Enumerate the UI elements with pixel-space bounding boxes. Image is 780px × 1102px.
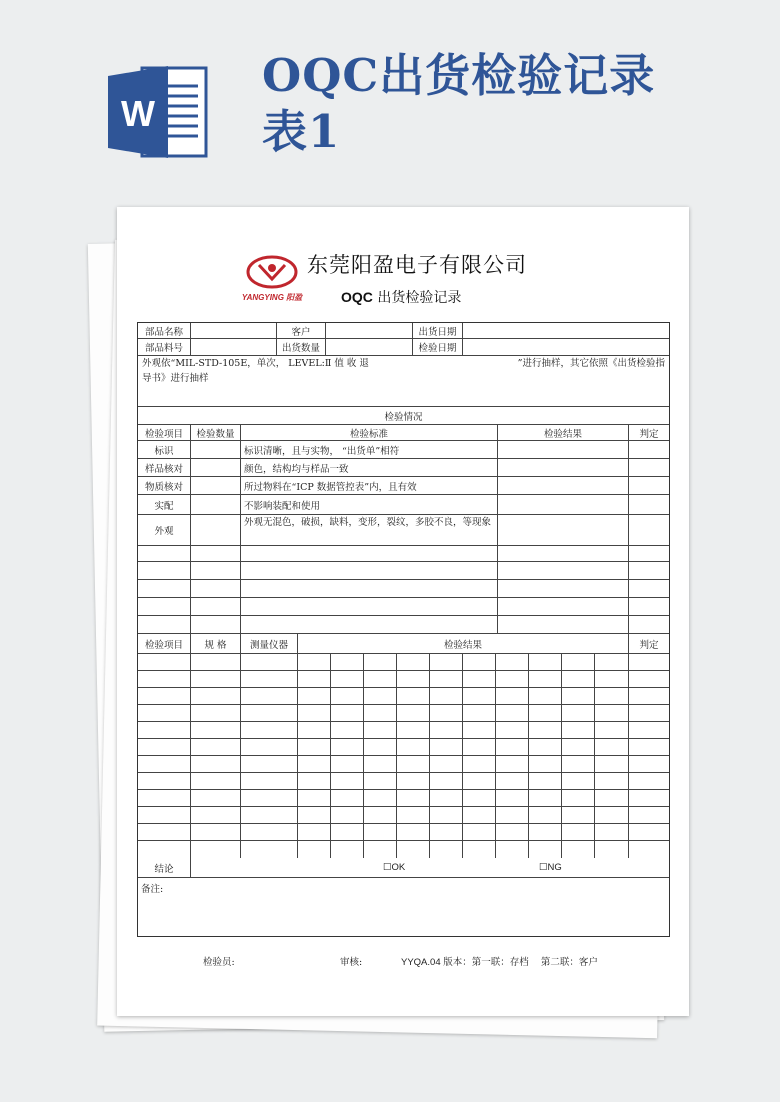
blank-cell[interactable] xyxy=(191,562,241,579)
result-cell[interactable] xyxy=(595,807,629,823)
blank-cell[interactable] xyxy=(629,562,669,579)
measurement-row xyxy=(138,841,669,858)
blank-cell[interactable] xyxy=(241,616,498,633)
result-cell[interactable] xyxy=(298,790,331,806)
sampling-row xyxy=(138,356,669,407)
result-cell[interactable] xyxy=(529,688,562,704)
result-cell[interactable] xyxy=(298,688,331,704)
result-cell[interactable] xyxy=(298,756,331,772)
result-cell[interactable] xyxy=(463,807,496,823)
measurement-cell[interactable] xyxy=(191,807,241,823)
measurement-cell[interactable] xyxy=(138,671,191,687)
result-cell[interactable] xyxy=(364,790,397,806)
info-row xyxy=(138,323,669,339)
result-cell[interactable] xyxy=(496,807,529,823)
judgment-cell[interactable] xyxy=(629,790,669,806)
remarks-label: 备注: xyxy=(141,884,164,895)
info-label: 出货数量 xyxy=(277,339,326,355)
info-label: 客户 xyxy=(277,323,326,338)
result-cell[interactable] xyxy=(562,671,595,687)
inspection-result-cell[interactable] xyxy=(498,495,629,514)
result-cell[interactable] xyxy=(496,722,529,738)
result-cell[interactable] xyxy=(562,807,595,823)
result-cell[interactable] xyxy=(496,790,529,806)
document-sheet xyxy=(117,207,689,1016)
result-cell[interactable] xyxy=(529,841,562,858)
result-cell[interactable] xyxy=(430,824,463,840)
measurement-cell[interactable] xyxy=(241,824,298,840)
result-cell[interactable] xyxy=(430,739,463,755)
inspection-result-cell[interactable] xyxy=(498,459,629,476)
measurement-cell[interactable] xyxy=(241,807,298,823)
result-cell[interactable] xyxy=(331,824,364,840)
measurement-cell[interactable] xyxy=(241,790,298,806)
result-cell[interactable] xyxy=(397,756,430,772)
result-cell[interactable] xyxy=(397,671,430,687)
column-header: 判定 xyxy=(639,428,659,440)
result-cell[interactable] xyxy=(430,807,463,823)
section-title-row xyxy=(138,407,669,425)
column-header: 检验标准 xyxy=(241,425,498,440)
result-cell[interactable] xyxy=(298,739,331,755)
info-label: 部品名称 xyxy=(138,323,191,338)
inspection-quantity-cell[interactable] xyxy=(191,477,241,494)
result-cell[interactable] xyxy=(331,671,364,687)
measurement-cell[interactable] xyxy=(191,688,241,704)
inspection-header-row xyxy=(138,425,669,441)
result-cell[interactable] xyxy=(595,722,629,738)
result-cell[interactable] xyxy=(529,739,562,755)
result-cell[interactable] xyxy=(463,671,496,687)
result-cell[interactable] xyxy=(331,654,364,670)
inspection-result-cell[interactable] xyxy=(498,515,629,545)
sampling-line-3: 导书》进行抽样 xyxy=(142,373,209,384)
result-cell[interactable] xyxy=(364,705,397,721)
result-cell[interactable] xyxy=(529,790,562,806)
result-cell[interactable] xyxy=(595,790,629,806)
blank-cell[interactable] xyxy=(241,580,498,597)
result-cell[interactable] xyxy=(397,705,430,721)
result-cell[interactable] xyxy=(595,654,629,670)
column-header: 判定 xyxy=(639,640,659,651)
judgment-cell[interactable] xyxy=(629,671,669,687)
measurement-cell[interactable] xyxy=(191,756,241,772)
result-cell[interactable] xyxy=(397,773,430,789)
conclusion-row xyxy=(138,858,669,878)
blank-cell[interactable] xyxy=(138,580,191,597)
result-cell[interactable] xyxy=(430,705,463,721)
column-header: 规 格 xyxy=(191,634,241,653)
result-cell[interactable] xyxy=(562,790,595,806)
blank-cell[interactable] xyxy=(241,598,498,615)
company-name: 东莞阳盈电子有限公司 xyxy=(307,253,527,277)
measurement-cell[interactable] xyxy=(138,722,191,738)
sampling-text xyxy=(138,356,669,406)
blank-cell[interactable] xyxy=(629,598,669,615)
result-cell[interactable] xyxy=(562,841,595,858)
result-cell[interactable] xyxy=(595,705,629,721)
result-cell[interactable] xyxy=(463,756,496,772)
inspection-result-cell[interactable] xyxy=(498,477,629,494)
result-cell[interactable] xyxy=(331,688,364,704)
result-cell[interactable] xyxy=(364,671,397,687)
inspection-row xyxy=(138,459,669,477)
inspection-row xyxy=(138,495,669,515)
result-cell[interactable] xyxy=(496,824,529,840)
result-cell[interactable] xyxy=(496,739,529,755)
form-title xyxy=(341,287,461,307)
blank-cell[interactable] xyxy=(241,562,498,579)
measurement-cell[interactable] xyxy=(138,773,191,789)
inspection-item: 物质核对 xyxy=(138,477,191,494)
column-header: 检验项目 xyxy=(138,634,191,653)
blank-cell[interactable] xyxy=(629,580,669,597)
result-cell[interactable] xyxy=(463,705,496,721)
result-cell[interactable] xyxy=(331,756,364,772)
result-cell[interactable] xyxy=(364,807,397,823)
judgment-cell[interactable] xyxy=(629,739,669,755)
measurement-cell[interactable] xyxy=(191,705,241,721)
result-cell[interactable] xyxy=(595,671,629,687)
column-header: 检验项目 xyxy=(138,425,191,440)
result-cell[interactable] xyxy=(562,705,595,721)
measurement-header-row xyxy=(138,634,669,654)
judgment-cell[interactable] xyxy=(629,705,669,721)
result-cell[interactable] xyxy=(397,790,430,806)
result-cell[interactable] xyxy=(397,654,430,670)
info-label: 检验日期 xyxy=(413,339,463,355)
info-row xyxy=(138,339,669,356)
blank-cell[interactable] xyxy=(191,546,241,561)
inspection-quantity-cell[interactable] xyxy=(191,441,241,458)
judgment-cell[interactable] xyxy=(629,756,669,772)
result-cell[interactable] xyxy=(298,705,331,721)
result-cell[interactable] xyxy=(331,807,364,823)
inspection-standard: 颜色，结构均与样品一致 xyxy=(241,459,498,476)
measurement-cell[interactable] xyxy=(138,756,191,772)
measurement-cell[interactable] xyxy=(241,671,298,687)
result-cell[interactable] xyxy=(562,722,595,738)
measurement-cell[interactable] xyxy=(138,807,191,823)
inspection-form-table xyxy=(137,322,670,937)
ng-checkbox[interactable]: ☐NG xyxy=(539,862,562,873)
result-cell[interactable] xyxy=(496,654,529,670)
blank-cell[interactable] xyxy=(191,616,241,633)
result-cell[interactable] xyxy=(529,807,562,823)
result-cell[interactable] xyxy=(298,671,331,687)
blank-cell[interactable] xyxy=(138,546,191,561)
blank-cell[interactable] xyxy=(498,546,629,561)
inspection-standard: 所过物料在“ICP 数据管控表”内，且有效 xyxy=(241,477,498,494)
result-cell[interactable] xyxy=(364,654,397,670)
judgment-cell[interactable] xyxy=(629,477,669,494)
form-title-cn: 出货检验记录 xyxy=(372,290,462,306)
measurement-cell[interactable] xyxy=(138,824,191,840)
inspection-item: 标识 xyxy=(138,441,191,458)
inspection-standard: 外观无混色，破损，缺料，变形，裂纹，多胶不良，等现象 xyxy=(241,515,498,545)
conclusion-label: 结论 xyxy=(138,858,191,877)
blank-cell[interactable] xyxy=(629,616,669,633)
measurement-row xyxy=(138,739,669,756)
result-cell[interactable] xyxy=(463,824,496,840)
result-cell[interactable] xyxy=(298,773,331,789)
blank-cell[interactable] xyxy=(138,616,191,633)
judgment-cell[interactable] xyxy=(629,515,669,545)
blank-cell[interactable] xyxy=(191,598,241,615)
conclusion-options xyxy=(191,858,669,877)
inspection-item: 实配 xyxy=(138,495,191,514)
result-cell[interactable] xyxy=(430,841,463,858)
blank-cell[interactable] xyxy=(498,598,629,615)
column-header: 检验结果 xyxy=(298,634,629,653)
svg-text:W: W xyxy=(121,93,155,134)
inspection-row xyxy=(138,441,669,459)
measurement-row xyxy=(138,756,669,773)
result-cell[interactable] xyxy=(364,824,397,840)
customer-value[interactable] xyxy=(326,323,413,338)
measurement-cell[interactable] xyxy=(191,671,241,687)
result-cell[interactable] xyxy=(529,654,562,670)
result-cell[interactable] xyxy=(496,705,529,721)
inspection-quantity-cell[interactable] xyxy=(191,515,241,545)
measurement-row xyxy=(138,790,669,807)
measurement-rows xyxy=(138,654,669,858)
measurement-row xyxy=(138,722,669,739)
inspection-quantity-cell[interactable] xyxy=(191,459,241,476)
blank-inspection-row xyxy=(138,546,669,562)
result-cell[interactable] xyxy=(298,654,331,670)
result-cell[interactable] xyxy=(430,654,463,670)
inspector-label: 检验员: xyxy=(203,957,235,968)
result-cell[interactable] xyxy=(463,722,496,738)
result-cell[interactable] xyxy=(463,739,496,755)
result-cell[interactable] xyxy=(430,722,463,738)
result-cell[interactable] xyxy=(331,790,364,806)
result-cell[interactable] xyxy=(562,824,595,840)
blank-inspection-row xyxy=(138,616,669,634)
measurement-cell[interactable] xyxy=(138,705,191,721)
reviewer-label: 审核: xyxy=(340,957,363,968)
measurement-cell[interactable] xyxy=(241,756,298,772)
column-header: 测量仪器 xyxy=(241,634,298,653)
result-cell[interactable] xyxy=(496,841,529,858)
measurement-cell[interactable] xyxy=(138,841,191,858)
result-cell[interactable] xyxy=(595,773,629,789)
result-cell[interactable] xyxy=(562,739,595,755)
measurement-cell[interactable] xyxy=(241,654,298,670)
judgment-cell[interactable] xyxy=(629,459,669,476)
result-cell[interactable] xyxy=(529,671,562,687)
measurement-row xyxy=(138,824,669,841)
result-cell[interactable] xyxy=(595,824,629,840)
result-cell[interactable] xyxy=(430,688,463,704)
measurement-cell[interactable] xyxy=(191,824,241,840)
judgment-cell[interactable] xyxy=(629,773,669,789)
result-cell[interactable] xyxy=(364,722,397,738)
result-cell[interactable] xyxy=(331,739,364,755)
measurement-cell[interactable] xyxy=(191,654,241,670)
judgment-cell[interactable] xyxy=(629,495,669,514)
sampling-line-2: ”进行抽样，其它依照《出货检验指 xyxy=(517,358,665,369)
measurement-cell[interactable] xyxy=(241,841,298,858)
blank-cell[interactable] xyxy=(191,580,241,597)
info-label: 出货日期 xyxy=(413,323,463,338)
word-document-icon xyxy=(108,66,208,158)
result-cell[interactable] xyxy=(595,756,629,772)
blank-cell[interactable] xyxy=(498,616,629,633)
judgment-cell[interactable] xyxy=(629,441,669,458)
result-cell[interactable] xyxy=(331,722,364,738)
measurement-row xyxy=(138,671,669,688)
result-cell[interactable] xyxy=(463,654,496,670)
form-title-en: OQC xyxy=(341,289,373,305)
measurement-cell[interactable] xyxy=(191,790,241,806)
ship-date-value[interactable] xyxy=(463,323,669,338)
result-cell[interactable] xyxy=(331,705,364,721)
inspect-date-value[interactable] xyxy=(463,339,669,355)
measurement-row xyxy=(138,773,669,790)
result-cell[interactable] xyxy=(430,756,463,772)
result-cell[interactable] xyxy=(331,773,364,789)
blank-cell[interactable] xyxy=(498,580,629,597)
company-logo-icon xyxy=(239,253,305,303)
sampling-line-1: 外观依“MIL-STD-105E，单次， LEVEL:Ⅱ 值 收 退 xyxy=(142,358,369,369)
result-cell[interactable] xyxy=(430,671,463,687)
result-cell[interactable] xyxy=(496,773,529,789)
blank-cell[interactable] xyxy=(138,562,191,579)
measurement-cell[interactable] xyxy=(191,841,241,858)
result-cell[interactable] xyxy=(298,841,331,858)
result-cell[interactable] xyxy=(298,824,331,840)
remarks-row xyxy=(138,878,669,936)
result-cell[interactable] xyxy=(562,688,595,704)
judgment-cell[interactable] xyxy=(629,722,669,738)
measurement-cell[interactable] xyxy=(138,654,191,670)
result-cell[interactable] xyxy=(496,671,529,687)
measurement-cell[interactable] xyxy=(241,722,298,738)
info-label: 部品料号 xyxy=(138,339,191,355)
measurement-row xyxy=(138,654,669,671)
result-cell[interactable] xyxy=(562,756,595,772)
result-cell[interactable] xyxy=(397,688,430,704)
remarks-field[interactable] xyxy=(138,878,669,936)
result-cell[interactable] xyxy=(364,739,397,755)
result-cell[interactable] xyxy=(595,688,629,704)
part-name-value[interactable] xyxy=(191,323,277,338)
version-label: YYQA.04 版本：第一联：存档 第二联：客户 xyxy=(401,957,598,968)
svg-text:YANGYING 阳盈: YANGYING 阳盈 xyxy=(241,293,303,302)
measurement-cell[interactable] xyxy=(241,705,298,721)
ship-quantity-value[interactable] xyxy=(326,339,413,355)
result-cell[interactable] xyxy=(463,841,496,858)
result-cell[interactable] xyxy=(397,841,430,858)
inspection-standard: 不影响装配和使用 xyxy=(241,495,498,514)
blank-cell[interactable] xyxy=(629,546,669,561)
measurement-cell[interactable] xyxy=(191,773,241,789)
result-cell[interactable] xyxy=(331,841,364,858)
result-cell[interactable] xyxy=(397,722,430,738)
result-cell[interactable] xyxy=(463,790,496,806)
judgment-cell[interactable] xyxy=(629,688,669,704)
blank-cell[interactable] xyxy=(241,546,498,561)
result-cell[interactable] xyxy=(529,824,562,840)
judgment-cell[interactable] xyxy=(629,824,669,840)
result-cell[interactable] xyxy=(430,790,463,806)
result-cell[interactable] xyxy=(463,688,496,704)
measurement-cell[interactable] xyxy=(191,722,241,738)
judgment-cell[interactable] xyxy=(629,654,669,670)
result-cell[interactable] xyxy=(364,756,397,772)
blank-inspection-row xyxy=(138,580,669,598)
result-cell[interactable] xyxy=(397,739,430,755)
result-cell[interactable] xyxy=(529,773,562,789)
judgment-cell[interactable] xyxy=(629,841,669,858)
measurement-cell[interactable] xyxy=(138,688,191,704)
column-header: 检验数量 xyxy=(191,425,241,440)
measurement-row xyxy=(138,807,669,824)
blank-inspection-row xyxy=(138,562,669,580)
result-cell[interactable] xyxy=(562,773,595,789)
column-header: 检验结果 xyxy=(498,425,629,440)
result-cell[interactable] xyxy=(496,756,529,772)
measurement-cell[interactable] xyxy=(241,739,298,755)
measurement-cell[interactable] xyxy=(138,739,191,755)
result-cell[interactable] xyxy=(562,654,595,670)
result-cell[interactable] xyxy=(397,807,430,823)
measurement-row xyxy=(138,688,669,705)
inspection-item: 外观 xyxy=(138,515,191,545)
result-cell[interactable] xyxy=(595,739,629,755)
result-cell[interactable] xyxy=(364,841,397,858)
result-cell[interactable] xyxy=(463,773,496,789)
inspection-standard: 标识清晰，且与实物， “出货单”相符 xyxy=(241,441,498,458)
part-number-value[interactable] xyxy=(191,339,277,355)
measurement-cell[interactable] xyxy=(241,773,298,789)
result-cell[interactable] xyxy=(496,688,529,704)
inspection-item: 样品核对 xyxy=(138,459,191,476)
result-cell[interactable] xyxy=(298,722,331,738)
ok-checkbox[interactable]: ☐OK xyxy=(383,862,406,873)
result-cell[interactable] xyxy=(364,773,397,789)
measurement-cell[interactable] xyxy=(191,739,241,755)
inspection-row xyxy=(138,515,669,546)
section-title: 检验情况 xyxy=(384,412,423,423)
result-cell[interactable] xyxy=(298,807,331,823)
measurement-row xyxy=(138,705,669,722)
result-cell[interactable] xyxy=(595,841,629,858)
judgment-cell[interactable] xyxy=(629,807,669,823)
inspection-row xyxy=(138,477,669,495)
result-cell[interactable] xyxy=(529,722,562,738)
page-title: OQC出货检验记录表1 xyxy=(262,49,656,158)
result-cell[interactable] xyxy=(364,688,397,704)
inspection-result-cell[interactable] xyxy=(498,441,629,458)
result-cell[interactable] xyxy=(430,773,463,789)
blank-cell[interactable] xyxy=(138,598,191,615)
result-cell[interactable] xyxy=(397,824,430,840)
measurement-cell[interactable] xyxy=(241,688,298,704)
blank-inspection-row xyxy=(138,598,669,616)
result-cell[interactable] xyxy=(529,756,562,772)
result-cell[interactable] xyxy=(529,705,562,721)
blank-cell[interactable] xyxy=(498,562,629,579)
inspection-quantity-cell[interactable] xyxy=(191,495,241,514)
measurement-cell[interactable] xyxy=(138,790,191,806)
